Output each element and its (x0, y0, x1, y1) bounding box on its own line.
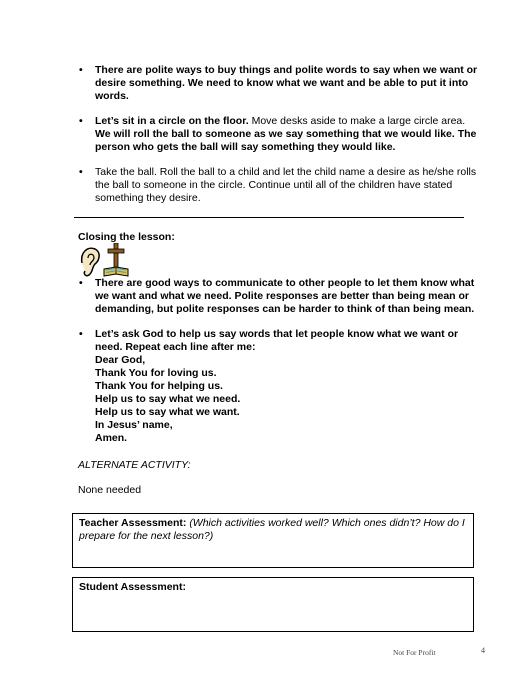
cross-book-icon (104, 243, 128, 276)
prayer-line: Help us to say what we need. (95, 393, 241, 405)
bullet-polite-ways-text: There are polite ways to buy things and polite words to say when we want or desire something. We need to know what we want and be able to put it into words. (95, 64, 478, 102)
bullet-circle-bold2: We will roll the ball to someone as we say something that we would like. The person who gets the ball will say something they would like. (95, 128, 477, 153)
bullet-circle-bold: Let’s sit in a circle on the floor. (95, 115, 249, 127)
prayer-line: Dear God, (95, 354, 146, 366)
teacher-assessment-label: Teacher Assessment: (79, 517, 187, 529)
bullet-circle-activity (79, 115, 479, 154)
ear-icon (82, 248, 99, 275)
bullet-take-ball-text: Take the ball. Roll the ball to a child and let the child name a desire as he/she rolls the ball to someone in the circle. Continue until all of the children have stated something they desire. (95, 166, 477, 204)
prayer-line: Thank You for helping us. (95, 380, 223, 392)
prayer-line: In Jesus’ name, (95, 419, 173, 431)
footer-text: Not For Profit (393, 648, 436, 657)
top-bullet-list (79, 64, 479, 217)
prayer-line: Thank You for loving us. (95, 367, 217, 379)
prayer-intro: Let’s ask God to help us say words that let people know what we want or need. Repeat each line after me: (95, 328, 459, 353)
alternate-activity-label: ALTERNATE ACTIVITY: (78, 459, 191, 471)
teacher-assessment-box (72, 513, 474, 568)
student-assessment-label: Student Assessment: (79, 581, 186, 593)
student-assessment-box (72, 577, 474, 632)
bullet-good-ways (79, 277, 479, 316)
alternate-activity-text: None needed (78, 484, 142, 496)
section-divider (74, 217, 464, 218)
closing-heading: Closing the lesson: (78, 231, 175, 243)
bullet-prayer (79, 328, 479, 445)
closing-icons (77, 243, 135, 279)
bullet-good-ways-text: There are good ways to communicate to other people to let them know what we want and what we need. Polite responses are better than being mean or demanding, but polite responses can be harder to think of than being mean. (95, 277, 475, 315)
bullet-circle-normal: Move desks aside to make a large circle area. (248, 115, 466, 127)
prayer-line: Amen. (95, 432, 128, 444)
page-number: 4 (481, 646, 485, 655)
bullet-take-ball (79, 166, 479, 205)
bullet-polite-ways (79, 64, 479, 103)
prayer-line: Help us to say what we want. (95, 406, 240, 418)
teacher-assessment-question: (Which activities worked well? Which ones didn’t? How do I prepare for the next lesson?) (79, 517, 465, 542)
closing-bullet-list (79, 277, 479, 457)
